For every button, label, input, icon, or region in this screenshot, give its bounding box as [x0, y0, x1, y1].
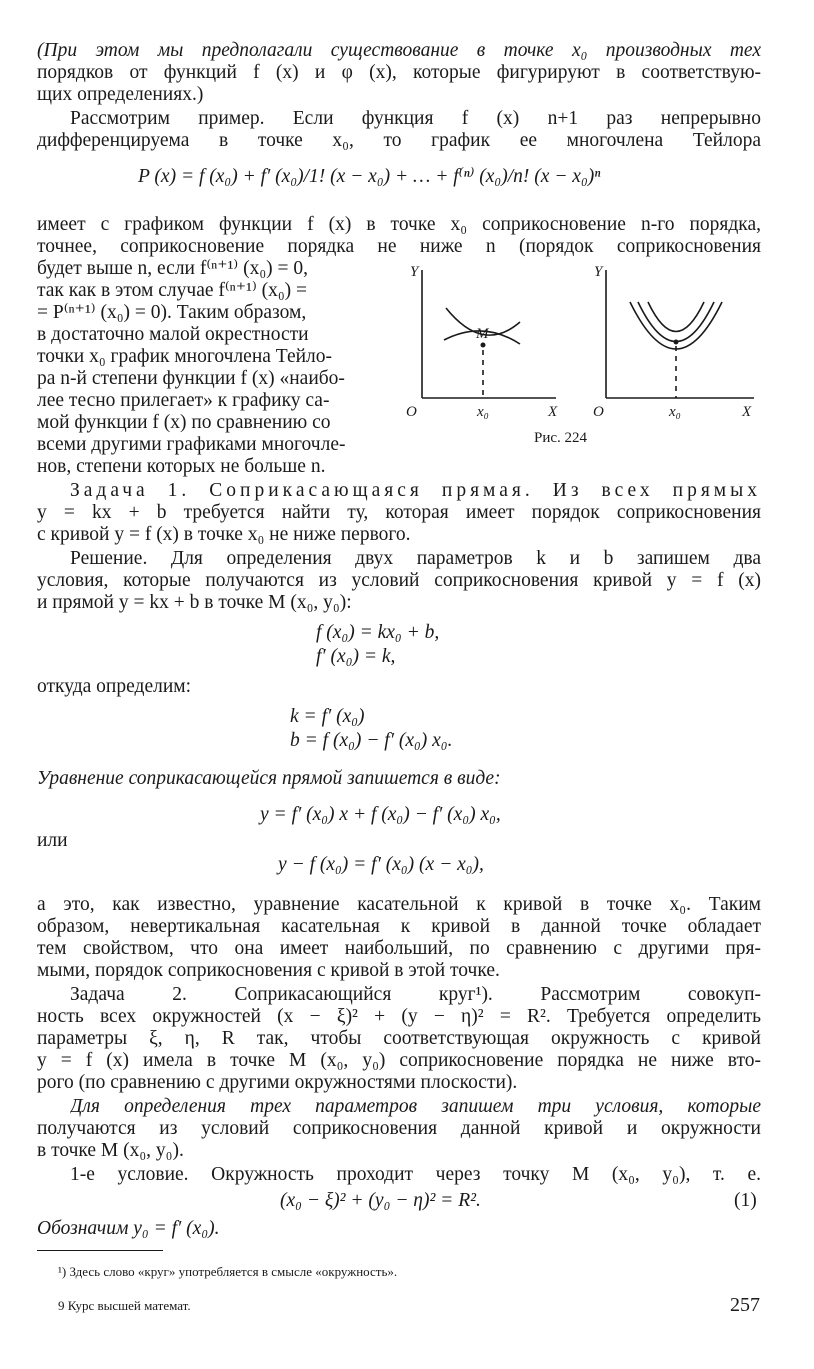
text-line: рого (по сравнению с другими окружностями плоскости).: [37, 1072, 518, 1093]
text-line: параметры ξ, η, R так, чтобы соответствующая окружность с кривой: [37, 1028, 761, 1049]
text-line: Задача 2. Соприкасающийся круг¹). Рассмотрим совокуп-: [70, 984, 761, 1005]
formula: b = f (x₀) − f′ (x₀) x₀.: [290, 730, 453, 751]
text-line: Рассмотрим пример. Если функция f (x) n+1 раз непрерывно: [70, 108, 761, 129]
formula: f (x₀) = kx₀ + b,: [316, 622, 440, 643]
text-line: щих определениях.): [37, 84, 204, 105]
label-x0: x₀: [669, 404, 681, 420]
text-line: 1-е условие. Окружность проходит через точку M (x₀, y₀), т. е.: [70, 1164, 761, 1185]
text-line: и прямой y = kx + b в точке M (x₀, y₀):: [37, 592, 352, 613]
page-number: 257: [730, 1294, 760, 1316]
label-x0: x₀: [477, 404, 489, 420]
equation-number: (1): [734, 1190, 757, 1211]
text-line: дифференцируема в точке x₀, то график ее многочлена Тейлора: [37, 130, 761, 151]
text-line: в достаточно малой окрестности: [37, 324, 309, 345]
text-line: порядков от функций f (x) и φ (x), которые фигурируют в соответствую-: [37, 62, 761, 83]
text-line: Обозначим y₀ = f′ (x₀).: [37, 1218, 220, 1239]
formula: k = f′ (x₀): [290, 706, 365, 727]
text-line: мыми, порядок соприкосновения с кривой в этой точке.: [37, 960, 500, 981]
text-line: Задача 1. Соприкасающаяся прямая. Из всех прямых: [70, 480, 761, 501]
text-line: = P⁽ⁿ⁺¹⁾ (x₀) = 0). Таким образом,: [37, 302, 307, 323]
figure-caption: Рис. 224: [534, 430, 588, 446]
text-line: y = f (x) имела в точке M (x₀, y₀) соприкосновение порядка не ниже вто-: [37, 1050, 761, 1071]
label-origin: O: [593, 404, 604, 420]
label-x-axis: X: [548, 404, 558, 420]
text-line: (При этом мы предполагали существование в точке x₀ производных тех: [37, 40, 761, 61]
text-line: мой функции f (x) по сравнению со: [37, 412, 331, 433]
text-line: всеми другими графиками многочле-: [37, 434, 346, 455]
footnote-rule: [37, 1250, 163, 1251]
text-line: имеет с графиком функции f (x) в точке x₀ соприкосновение n-го порядка,: [37, 214, 761, 235]
formula: y = f′ (x₀) x + f (x₀) − f′ (x₀) x₀,: [260, 804, 501, 825]
text-line: или: [37, 830, 68, 851]
label-y-axis: Y: [594, 264, 603, 280]
text-line: тем свойством, что она имеет наибольший, по сравнению с другими пря-: [37, 938, 761, 959]
formula: y − f (x₀) = f′ (x₀) (x − x₀),: [278, 854, 484, 875]
text-line: ность всех окружностей (x − ξ)² + (y − η)² = R². Требуется определить: [37, 1006, 761, 1027]
text-line: нов, степени которых не больше n.: [37, 456, 326, 477]
text-line: лее тесно прилегает» к графику са-: [37, 390, 330, 411]
text-line: а это, как известно, уравнение касательной к кривой в точке x₀. Таким: [37, 894, 761, 915]
text-line: откуда определим:: [37, 676, 192, 697]
text-line: образом, невертикальная касательная к кривой в данной точке обладает: [37, 916, 761, 937]
label-point-m: M: [476, 326, 489, 342]
formula-taylor: P (x) = f (x₀) + f′ (x₀)/1! (x − x₀) + … + f⁽ⁿ⁾ (x₀)/n! (x − x₀)ⁿ: [138, 166, 601, 187]
text-line: Уравнение соприкасающейся прямой запишется в виде:: [37, 768, 501, 789]
text-line: точнее, соприкосновение порядка не ниже n (порядок соприкосновения: [37, 236, 761, 257]
text-line: получаются из условий соприкосновения данной кривой и окружности: [37, 1118, 761, 1139]
text-line: Для определения трех параметров запишем три условия, которые: [70, 1096, 761, 1117]
text-line: Решение. Для определения двух параметров k и b запишем два: [70, 548, 761, 569]
text-line: точки x₀ график многочлена Тейло-: [37, 346, 333, 367]
label-x-axis: X: [742, 404, 752, 420]
text-line: так как в этом случае f⁽ⁿ⁺¹⁾ (x₀) =: [37, 280, 308, 301]
formula-1: (x₀ − ξ)² + (y₀ − η)² = R².: [280, 1190, 481, 1211]
text-line: y = kx + b требуется найти ту, которая имеет порядок соприкосновения: [37, 502, 761, 523]
text-line: условия, которые получаются из условий соприкосновения кривой y = f (x): [37, 570, 761, 591]
signature-mark: 9 Курс высшей математ.: [58, 1298, 191, 1313]
figure-224: [380, 256, 780, 452]
formula: f′ (x₀) = k,: [316, 646, 396, 667]
text-line: с кривой y = f (x) в точке x₀ не ниже первого.: [37, 524, 411, 545]
footnote: ¹) Здесь слово «круг» употребляется в смысле «окружность».: [58, 1264, 398, 1279]
text-line: ра n-й степени функции f (x) «наибо-: [37, 368, 345, 389]
label-y-axis: Y: [410, 264, 419, 280]
label-origin: O: [406, 404, 417, 420]
text-line: будет выше n, если f⁽ⁿ⁺¹⁾ (x₀) = 0,: [37, 258, 309, 279]
text-line: в точке M (x₀, y₀).: [37, 1140, 184, 1161]
